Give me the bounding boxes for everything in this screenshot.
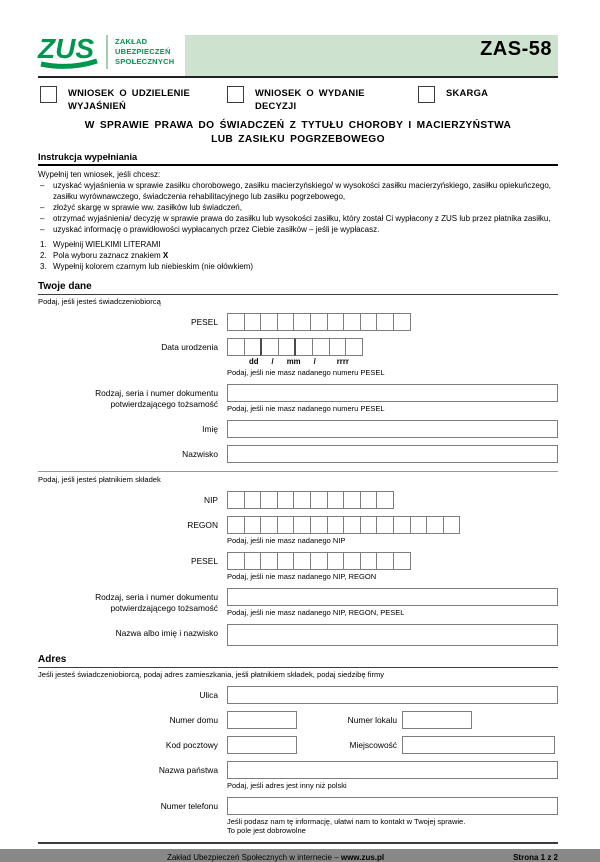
input-cell[interactable] (244, 516, 262, 534)
input-cell[interactable] (310, 516, 328, 534)
form-title-line2: LUB ZASIŁKU POGRZEBOWEGO (211, 133, 385, 145)
input-cell[interactable] (278, 338, 296, 356)
field-row-data-urodzenia (38, 338, 558, 377)
bullet-dash: – (40, 214, 45, 224)
input-cell[interactable] (393, 552, 411, 570)
input-cell[interactable] (376, 491, 394, 509)
input-cell[interactable] (260, 338, 279, 356)
nazwa-panstwa-input[interactable] (227, 761, 558, 779)
input-cell[interactable] (426, 516, 444, 534)
field-row-pesel-platnik (38, 552, 558, 581)
item-number: 2. (40, 251, 47, 261)
zus-logo-acronym: ZUS (38, 33, 94, 64)
field-label-dokument: Rodzaj, seria i numer dokumentu potwierdzającego tożsamość (95, 388, 218, 410)
input-cell[interactable] (376, 516, 394, 534)
input-cell[interactable] (310, 313, 328, 331)
zus-website-link: www.zus.pl (340, 853, 385, 862)
field-label-regon: REGON (187, 520, 218, 531)
field-label-data-urodzenia: Data urodzenia (161, 342, 218, 353)
form-title-line1: W SPRAWIE PRAWA DO ŚWIADCZEŃ Z TYTUŁU CHOROBY I MACIERZYŃSTWA (84, 120, 512, 131)
numer-telefonu-input[interactable] (227, 797, 558, 815)
input-cell[interactable] (277, 313, 295, 331)
nazwa-input[interactable] (227, 624, 558, 646)
field-label-nazwa-panstwa: Nazwa państwa (158, 765, 218, 776)
regon-input[interactable] (227, 516, 460, 534)
field-label-numer-lokalu: Numer lokalu (347, 715, 397, 726)
section-heading-twoje-dane: Twoje dane (38, 281, 558, 295)
section-note-adres: Jeśli jesteś świadczeniobiorcą, podaj adres zamieszkania, jeśli płatnikiem składek, podaj siedzibę firmy (38, 670, 385, 680)
input-cell[interactable] (277, 516, 295, 534)
field-label-nazwisko: Nazwisko (182, 449, 218, 460)
checkbox-label: WNIOSEK O UDZIELENIE WYJAŚNIEŃ (68, 87, 191, 111)
helper-no-pesel: Podaj, jeśli nie masz nadanego numeru PESEL (227, 368, 385, 378)
instructions-intro: Wypełnij ten wniosek, jeśli chcesz: (38, 169, 161, 179)
input-cell[interactable] (376, 313, 394, 331)
input-cell[interactable] (293, 491, 311, 509)
ulica-input[interactable] (227, 686, 558, 704)
nazwisko-input[interactable] (227, 445, 558, 463)
footer-rule (38, 842, 558, 844)
input-cell[interactable] (360, 313, 378, 331)
miejscowosc-input[interactable] (402, 736, 555, 754)
helper-phone-line2: To pole jest dobrowolne (227, 826, 306, 836)
checkbox-label: WNIOSEK O WYDANIE DECYZJI (255, 87, 365, 111)
birth-date-input[interactable] (227, 338, 385, 356)
input-cell[interactable] (277, 552, 295, 570)
bullet-item: – otrzymać wyjaśnienia/ decyzję w sprawie prawa do zasiłku lub wysokości zasiłku, który został Ci wypłacony z ZUS lub przez płatnika zasiłku, (40, 214, 551, 224)
field-label-nazwa: Nazwa albo imię i nazwisko (115, 628, 218, 639)
field-row-ulica (38, 686, 558, 704)
pesel-platnik-input[interactable] (227, 552, 411, 570)
numer-domu-input[interactable] (227, 711, 297, 729)
field-row-numer-domu-lokalu (38, 711, 558, 729)
helper-no-nip: Podaj, jeśli nie masz nadanego NIP (227, 536, 346, 546)
date-format-caption: dd / mm / rrrr (249, 357, 349, 367)
input-cell[interactable] (360, 516, 378, 534)
input-cell[interactable] (310, 552, 328, 570)
input-cell[interactable] (329, 338, 347, 356)
helper-phone-line1: Jeśli podasz nam tę informację, ułatwi nam to kontakt w Twojej sprawie. (227, 817, 466, 827)
form-title (38, 119, 558, 147)
input-cell[interactable] (345, 338, 363, 356)
helper-no-pesel: Podaj, jeśli nie masz nadanego numeru PESEL (227, 404, 385, 414)
helper-foreign-address: Podaj, jeśli adres jest inny niż polski (227, 781, 347, 791)
zus-logo (38, 31, 174, 73)
input-cell[interactable] (244, 552, 262, 570)
input-cell[interactable] (343, 552, 361, 570)
input-cell[interactable] (360, 491, 378, 509)
input-cell[interactable] (227, 516, 245, 534)
checkbox-wniosek-o-udzielenie-wyjasnien[interactable] (40, 86, 57, 103)
form-code: ZAS-58 (480, 38, 552, 60)
field-row-imie (38, 420, 558, 438)
input-cell[interactable] (443, 516, 461, 534)
bullet-dash: – (40, 181, 45, 191)
request-type-complaint (418, 86, 488, 103)
logo-name-line: UBEZPIECZEŃ (115, 47, 171, 57)
input-cell[interactable] (260, 516, 278, 534)
kod-pocztowy-input[interactable] (227, 736, 297, 754)
logo-name-line: ZAKŁAD (115, 37, 148, 47)
field-row-kod-miejscowosc (38, 736, 558, 754)
field-label-miejscowosc: Miejscowość (349, 740, 397, 751)
request-type-explanations (40, 86, 208, 112)
input-cell[interactable] (393, 516, 411, 534)
field-row-regon (38, 516, 558, 545)
input-cell[interactable] (244, 338, 262, 356)
section-note-platnik: Podaj, jeśli jesteś płatnikiem składek (38, 475, 161, 485)
input-cell[interactable] (260, 552, 278, 570)
input-cell[interactable] (393, 313, 411, 331)
numer-lokalu-input[interactable] (402, 711, 472, 729)
bullet-item: – uzyskać wyjaśnienia w sprawie zasiłku chorobowego, zasiłku macierzyńskiego/ w wysokości zasiłku macierzyńskiego, zasiłku opiekuńczego, zasiłku wyrównawczego, świadczenia rehabilitacyjnego lub zasiłku pogrzebowego, (40, 181, 551, 202)
footer (38, 853, 558, 862)
zus-logo-icon (38, 31, 102, 73)
field-label-pesel-platnik: PESEL (190, 556, 218, 567)
input-cell[interactable] (227, 491, 245, 509)
input-cell[interactable] (327, 516, 345, 534)
input-cell[interactable] (327, 491, 345, 509)
field-row-nazwisko (38, 445, 558, 463)
bullet-item: – złożyć skargę w sprawie ww. zasiłków lub świadczeń, (40, 203, 242, 213)
input-cell[interactable] (244, 313, 262, 331)
imie-input[interactable] (227, 420, 558, 438)
input-cell[interactable] (227, 552, 245, 570)
field-label-kod-pocztowy: Kod pocztowy (165, 740, 218, 751)
helper-no-nip-regon: Podaj, jeśli nie masz nadanego NIP, REGON (227, 572, 377, 582)
field-row-numer-telefonu (38, 797, 558, 835)
instructions-bullet-list (38, 181, 558, 236)
input-cell[interactable] (410, 516, 428, 534)
input-cell[interactable] (327, 313, 345, 331)
numbered-item: 1. Wypełnij WIELKIMI LITERAMI (40, 240, 161, 250)
input-cell[interactable] (293, 516, 311, 534)
request-type-row (38, 86, 558, 118)
bullet-item: – uzyskać informację o prawidłowości wypłacanych przez Ciebie zasiłków – jeśli je wypłacasz. (40, 225, 380, 235)
dokument-input[interactable] (227, 384, 558, 402)
page-number: Strona 1 z 2 (513, 853, 558, 862)
input-cell[interactable] (343, 313, 361, 331)
field-row-dokument (38, 384, 558, 413)
input-cell[interactable] (376, 552, 394, 570)
field-row-pesel (38, 313, 558, 331)
request-type-decision (227, 86, 385, 112)
input-cell[interactable] (227, 338, 245, 356)
checkbox-label: SKARGA (446, 87, 489, 98)
input-cell[interactable] (312, 338, 330, 356)
field-row-nazwa-panstwa (38, 761, 558, 790)
field-row-dokument-platnik (38, 588, 558, 617)
input-cell[interactable] (244, 491, 262, 509)
input-cell[interactable] (310, 491, 328, 509)
numbered-item: 2. Pola wyboru zaznacz znakiem X (40, 251, 169, 261)
subsection-divider (38, 471, 558, 472)
field-label-nip: NIP (204, 495, 218, 506)
checkbox-wniosek-o-wydanie-decyzji[interactable] (227, 86, 244, 103)
input-cell[interactable] (260, 491, 278, 509)
field-label-ulica: Ulica (199, 690, 218, 701)
pesel-input[interactable] (227, 313, 411, 331)
field-label-imie: Imię (202, 424, 218, 435)
input-cell[interactable] (327, 552, 345, 570)
field-row-nazwa (38, 624, 558, 646)
field-label-pesel: PESEL (190, 317, 218, 328)
bullet-dash: – (40, 203, 45, 213)
field-label-dokument-platnik: Rodzaj, seria i numer dokumentu potwierdzającego tożsamość (95, 592, 218, 614)
input-cell[interactable] (277, 491, 295, 509)
section-note-swiadczeniobiorca: Podaj, jeśli jesteś świadczeniobiorcą (38, 297, 161, 307)
instructions-body (38, 170, 558, 274)
form-header (38, 30, 558, 78)
field-row-nip (38, 491, 558, 509)
section-heading-adres: Adres (38, 654, 558, 668)
instructions-numbered-list (38, 240, 558, 273)
input-cell[interactable] (360, 552, 378, 570)
dokument-platnik-input[interactable] (227, 588, 558, 606)
input-cell[interactable] (227, 313, 245, 331)
item-number: 1. (40, 240, 47, 250)
numbered-item: 3. Wypełnij kolorem czarnym lub niebieskim (nie ołówkiem) (40, 262, 253, 272)
field-label-numer-domu: Numer domu (169, 715, 218, 726)
checkbox-skarga[interactable] (418, 86, 435, 103)
input-cell[interactable] (293, 313, 311, 331)
footer-website-text: Zakład Ubezpieczeń Społecznych w internecie – www.zus.pl (166, 853, 385, 862)
bullet-dash: – (40, 225, 45, 235)
nip-input[interactable] (227, 491, 394, 509)
input-cell[interactable] (260, 313, 278, 331)
field-label-numer-telefonu: Numer telefonu (160, 801, 218, 812)
input-cell[interactable] (343, 516, 361, 534)
logo-divider (106, 35, 108, 69)
item-number: 3. (40, 262, 47, 272)
input-cell[interactable] (293, 552, 311, 570)
input-cell[interactable] (343, 491, 361, 509)
zus-logo-name (115, 37, 174, 66)
instructions-heading: Instrukcja wypełniania (38, 152, 558, 166)
input-cell[interactable] (294, 338, 313, 356)
logo-name-line: SPOŁECZNYCH (115, 56, 175, 66)
helper-no-nip-regon-pesel: Podaj, jeśli nie masz nadanego NIP, REGON, PESEL (227, 608, 405, 618)
